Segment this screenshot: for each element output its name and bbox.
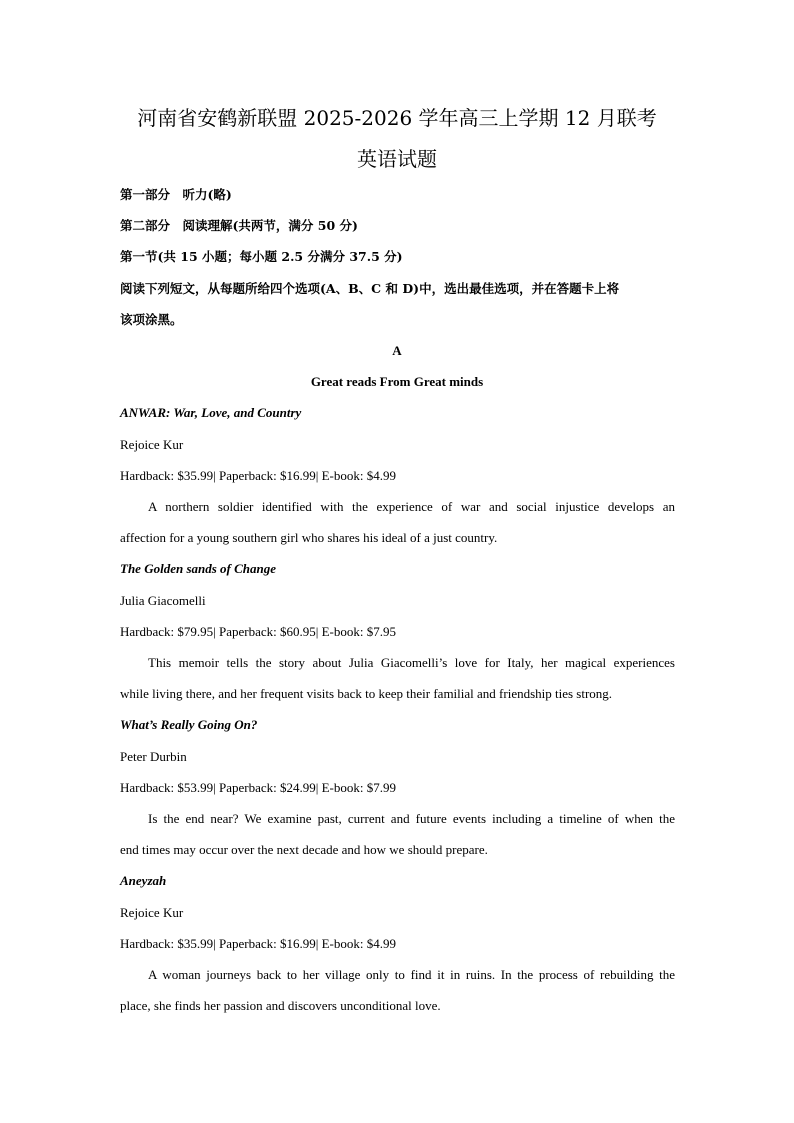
book-description-line: This memoir tells the story about Julia Giacomelli’s love for Italy, her magical experiences [148, 655, 675, 670]
book-description-line: Is the end near? We examine past, current and future events including a timeline of when the [148, 811, 675, 826]
book-description-line: affection for a young southern girl who shares his ideal of a just country. [120, 530, 498, 545]
book-prices: Hardback: $35.99| Paperback: $16.99| E-book: $4.99 [120, 468, 396, 483]
book-prices: Hardback: $79.95| Paperback: $60.95| E-book: $7.95 [120, 624, 396, 639]
section1-heading: 第一节(共 15 小题；每小题 2.5 分满分 37.5 分) [120, 249, 403, 264]
book-description-line: while living there, and her frequent visits back to keep their familial and friendship ties strong. [120, 686, 613, 701]
book-description-line: place, she finds her passion and discovers unconditional love. [120, 998, 441, 1013]
book-prices: Hardback: $35.99| Paperback: $16.99| E-book: $4.99 [120, 936, 396, 951]
directions-line-1: 阅读下列短文，从每题所给四个选项(A、B、C 和 D)中，选出最佳选项，并在答题卡上将 [120, 281, 620, 296]
passage-letter: A [392, 343, 402, 358]
directions-line-2: 该项涂黑。 [120, 312, 183, 327]
book-prices: Hardback: $53.99| Paperback: $24.99| E-book: $7.99 [120, 780, 396, 795]
book-title: The Golden sands of Change [120, 561, 277, 576]
book-title: What’s Really Going On? [120, 717, 258, 732]
book-title: Aneyzah [120, 873, 167, 888]
exam-subtitle: 英语试题 [357, 147, 437, 171]
book-description-line: A woman journeys back to her village only to find it in ruins. In the process of rebuilding the [148, 967, 675, 982]
part1-heading: 第一部分 听力(略) [120, 187, 232, 202]
book-author: Rejoice Kur [120, 905, 184, 920]
book-author: Peter Durbin [120, 749, 187, 764]
book-author: Julia Giacomelli [120, 593, 206, 608]
book-description-line: A northern soldier identified with the experience of war and social injustice develops an [148, 499, 675, 514]
exam-title: 河南省安鹤新联盟 2025-2026 学年高三上学期 12 月联考 [137, 106, 657, 130]
book-author: Rejoice Kur [120, 437, 184, 452]
book-description-line: end times may occur over the next decade and how we should prepare. [120, 842, 488, 857]
part2-heading: 第二部分 阅读理解(共两节，满分 50 分) [120, 218, 358, 233]
passage-heading: Great reads From Great minds [310, 374, 484, 389]
book-title: ANWAR: War, Love, and Country [120, 405, 302, 420]
